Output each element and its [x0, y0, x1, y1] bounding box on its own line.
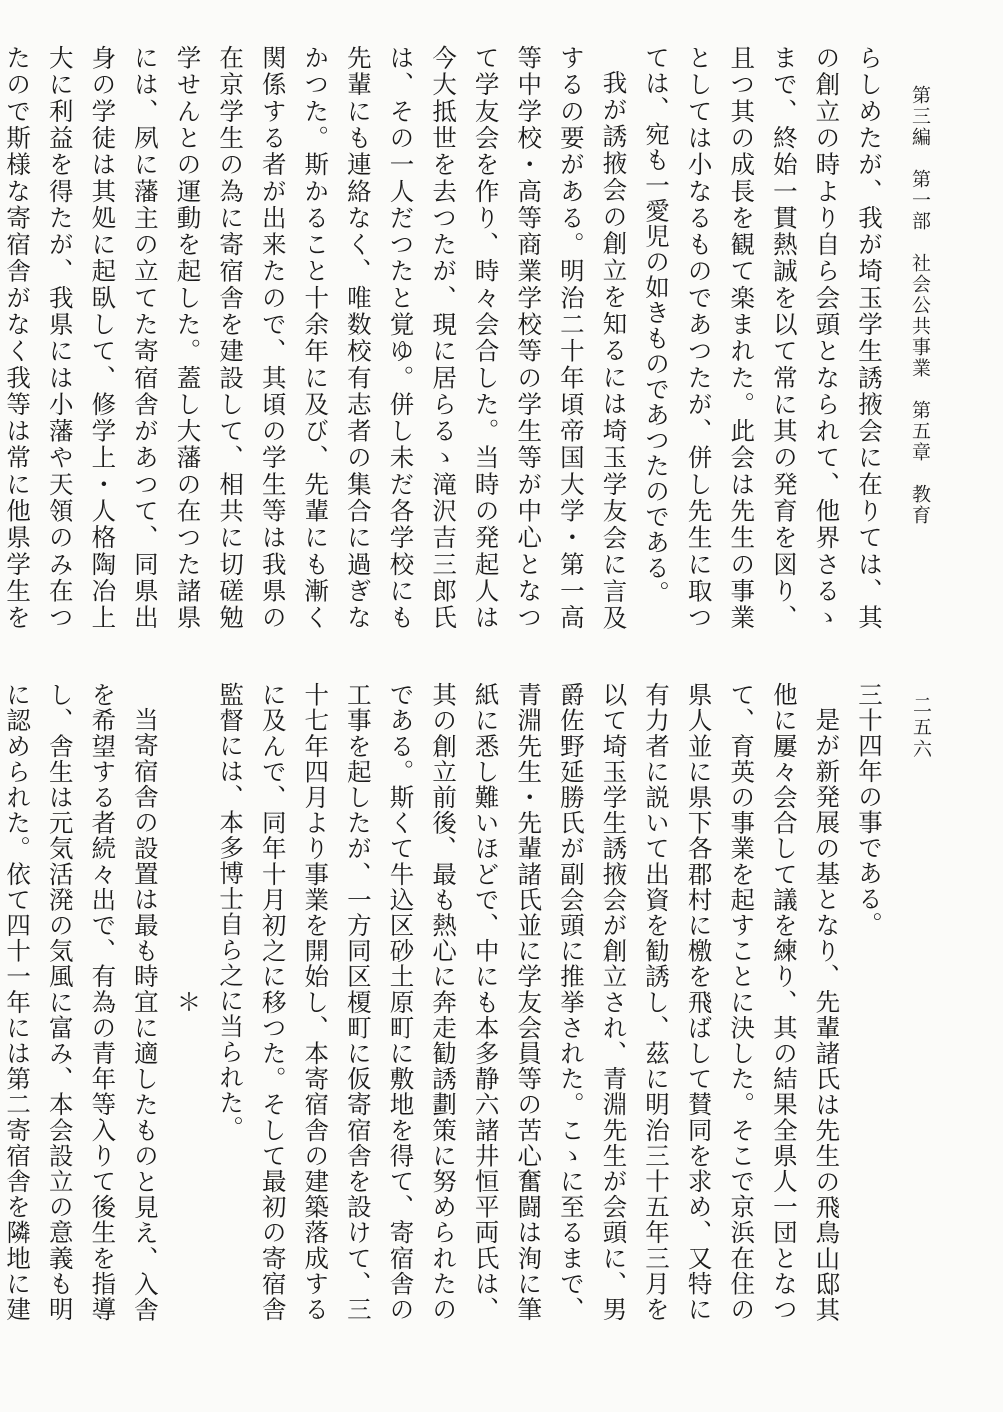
paragraph: 是が新発展の基となり、先輩諸氏は先生の飛鳥山邸其他に屢々会合して議を練り、其の結果全県人一団となつて、育英の事業を起すことに決した。そこで京浜在住の県人並に県下各郡村に檄を飛ばして賛同を求め、又特に有力者に説いて出資を勧誘し、茲に明治三十五年三月を以て埼玉学生誘掖会が創立され、青淵先生が会頭に、男爵佐野延勝氏が副会頭に推挙された。こゝに至るまで、青淵先生・先輩諸氏並に学友会員等の苦心奮闘は洵に筆紙に悉し難いほどで、中にも本多静六諸井恒平両氏は、其の創立前後、最も熱心に奔走勧誘劃策に努められたのである。斯くて牛込区砂土原町に敷地を得て、寄宿舎の工事を起したが、一方同区榎町に仮寄宿舎を設けて、三十七年四月より事業を開始し、本寄宿舎の建築落成するに及んで、同年十月初之に移つた。そして最初の寄宿舎監督には、本多博士自ら之に当られた。 — [216, 682, 842, 1322]
paragraph: 当寄宿舎の設置は最も時宜に適したものと見え、入舎を希望する者続々出で、有為の青年等入りて後生を指導し、舎生は元気活溌の気風に富み、本会設立の意義も明に認められた。依て四十一年には第二寄宿舎を隣地に建 — [3, 682, 160, 1322]
paragraph: 我が誘掖会の創立を知るには埼玉学友会に言及するの要がある。明治二十年頃帝国大学・第一高等中学校・高等商業学校等の学生等が中心となつて学友会を作り、時々会合した。当時の発起人は今大抵世を去つたが、現に居らるゝ滝沢吉三郎氏は、その一人だつたと覚ゆ。併し未だ各学校にも先輩にも連絡なく、唯数校有志者の集合に過ぎなかつた。斯かること十余年に及び、先輩にも漸く関係する者が出来たので、其頃の学生等は我県の在京学生の為に寄宿舎を建設して、相共に切磋勉学せんとの運動を起した。蓋し大藩の在つた諸県には、夙に藩主の立てた寄宿舎があつて、同県出身の学徒は其処に起臥して、修学上・人格陶冶上大に利益を得たが、我県には小藩や天領のみ在つたので斯様な寄宿舎がなく我等は常に他県学生を — [3, 45, 629, 630]
page-number: 二五六 — [910, 695, 932, 761]
paragraph: らしめたが、我が埼玉学生誘掖会に在りては、其の創立の時より自ら会頭となられて、他界さるゝまで、終始一貫熱誠を以て常に其の発育を図り、且つ其の成長を観て楽まれた。此会は先生の事業としては小なるものであつたが、併し先生に取つては、宛も一愛児の如きものであつたのである。 — [642, 45, 884, 630]
paragraph: 三十四年の事である。 — [855, 682, 884, 937]
upper-text-block — [3, 45, 890, 630]
running-header: 第三編 第一部 社会公共事業 第五章 教育 — [909, 85, 931, 526]
section-break-asterisk: ＊ — [173, 989, 203, 1015]
lower-text-block — [3, 682, 890, 1322]
